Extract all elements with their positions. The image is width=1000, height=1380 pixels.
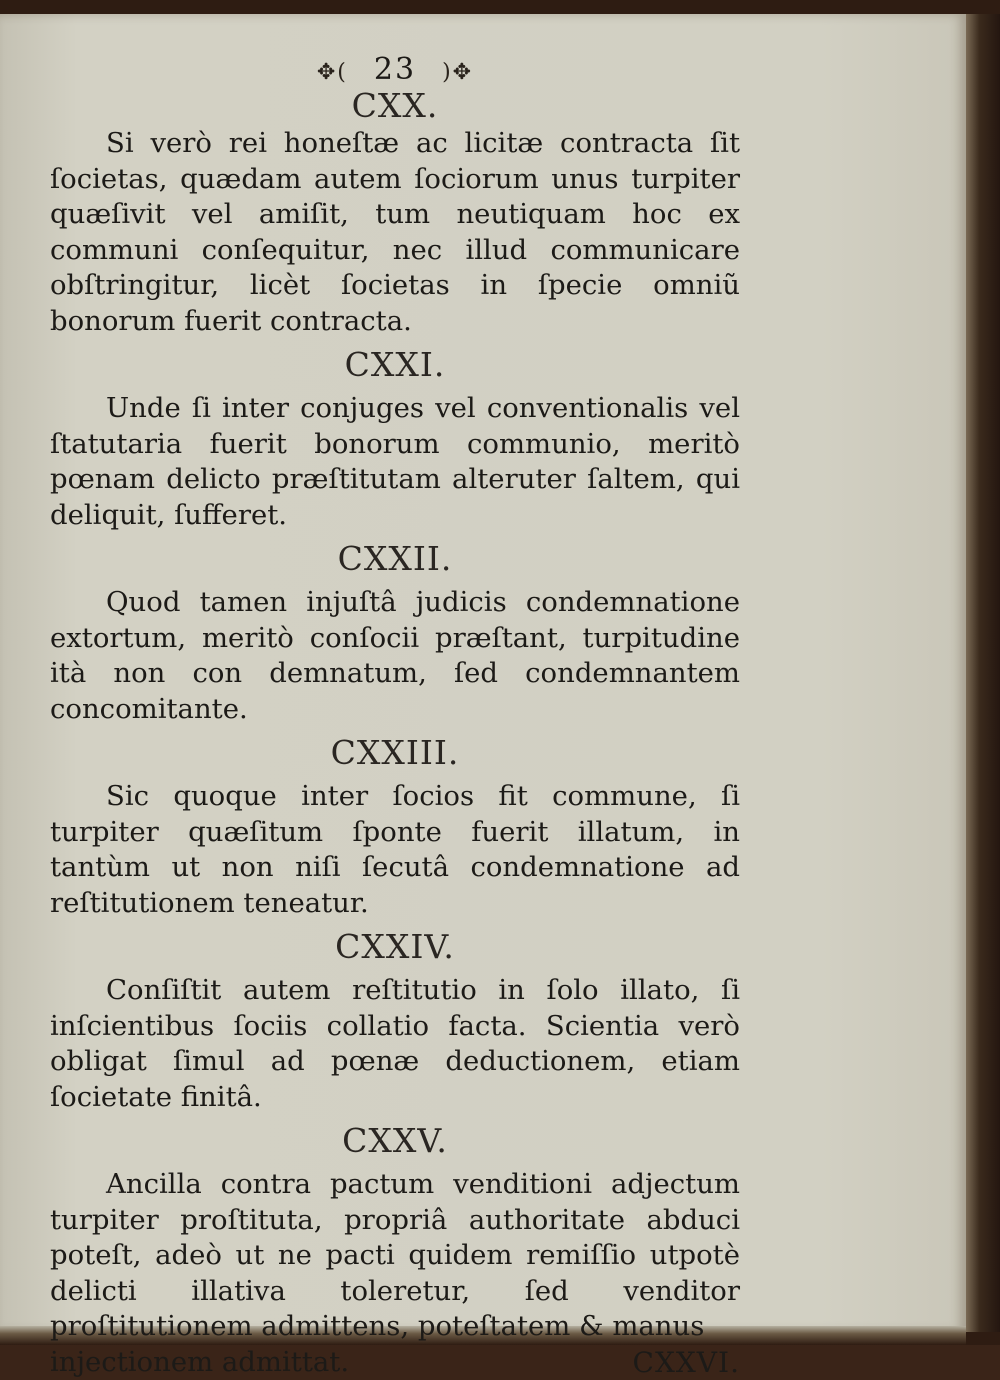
section-heading: CXXII. (50, 539, 740, 579)
section-paragraph: Unde ſi inter conjuges vel conventionalis vel ſtatutaria fuerit bonorum communio, meritò pœnam delicto præſtitutam alteruter ſaltem, qui deliquit, ſufferet. (50, 391, 740, 533)
section-paragraph: Quod tamen injuſtâ judicis condemnatione extortum, meritò conſocii præſtant, turpitudine ità non con demnatum, ſed condemnantem concomitante. (50, 585, 740, 727)
section-paragraph: Conſiſtit autem reſtitutio in ſolo illato, ſi inſcientibus ſociis collatio facta. Scientia verò obligat ſimul ad pœnæ deductionem, etiam ſocietate finitâ. (50, 973, 740, 1115)
right-ornament: )✥ (442, 60, 473, 85)
section-heading: CXXV. (50, 1121, 740, 1161)
running-head (50, 50, 740, 90)
section-heading: CXX. (50, 86, 740, 126)
section-heading: CXXIII. (50, 733, 740, 773)
section-heading: CXXIV. (50, 927, 740, 967)
section-heading: CXXI. (50, 345, 740, 385)
page-number: 23 (374, 52, 416, 87)
section-last-line: injectionem admittat. (50, 1345, 349, 1380)
closing-line (50, 1345, 740, 1380)
section-paragraph: Si verò rei honeſtæ ac licitæ contracta ſit ſocietas, quædam autem ſociorum unus turpiter quæſivit vel amiſit, tum neutiquam hoc ex communi conſequitur, nec illud communicare obſtringitur, licèt ſocietas in ſpecie omniũ bonorum fuerit contracta. (50, 126, 740, 339)
page-text (50, 50, 740, 1380)
left-ornament: ✥( (317, 60, 348, 85)
page-edge-shadow (966, 14, 1000, 1332)
section-paragraph: Ancilla contra pactum venditioni adjectum turpiter proſtituta, propriâ authoritate abduci poteſt, adeò ut ne pacti quidem remiſſio utpotè delicti illativa toleretur, ſed venditor proſtitutionem admittens, poteſtatem & manus (50, 1167, 740, 1345)
section-paragraph: Sic quoque inter ſocios fit commune, ſi turpiter quæſitum ſponte fuerit illatum, in tantùm ut non niſi ſecutâ condemnatione ad reſtitutionem teneatur. (50, 779, 740, 921)
catchword: CXXVI. (633, 1345, 740, 1380)
